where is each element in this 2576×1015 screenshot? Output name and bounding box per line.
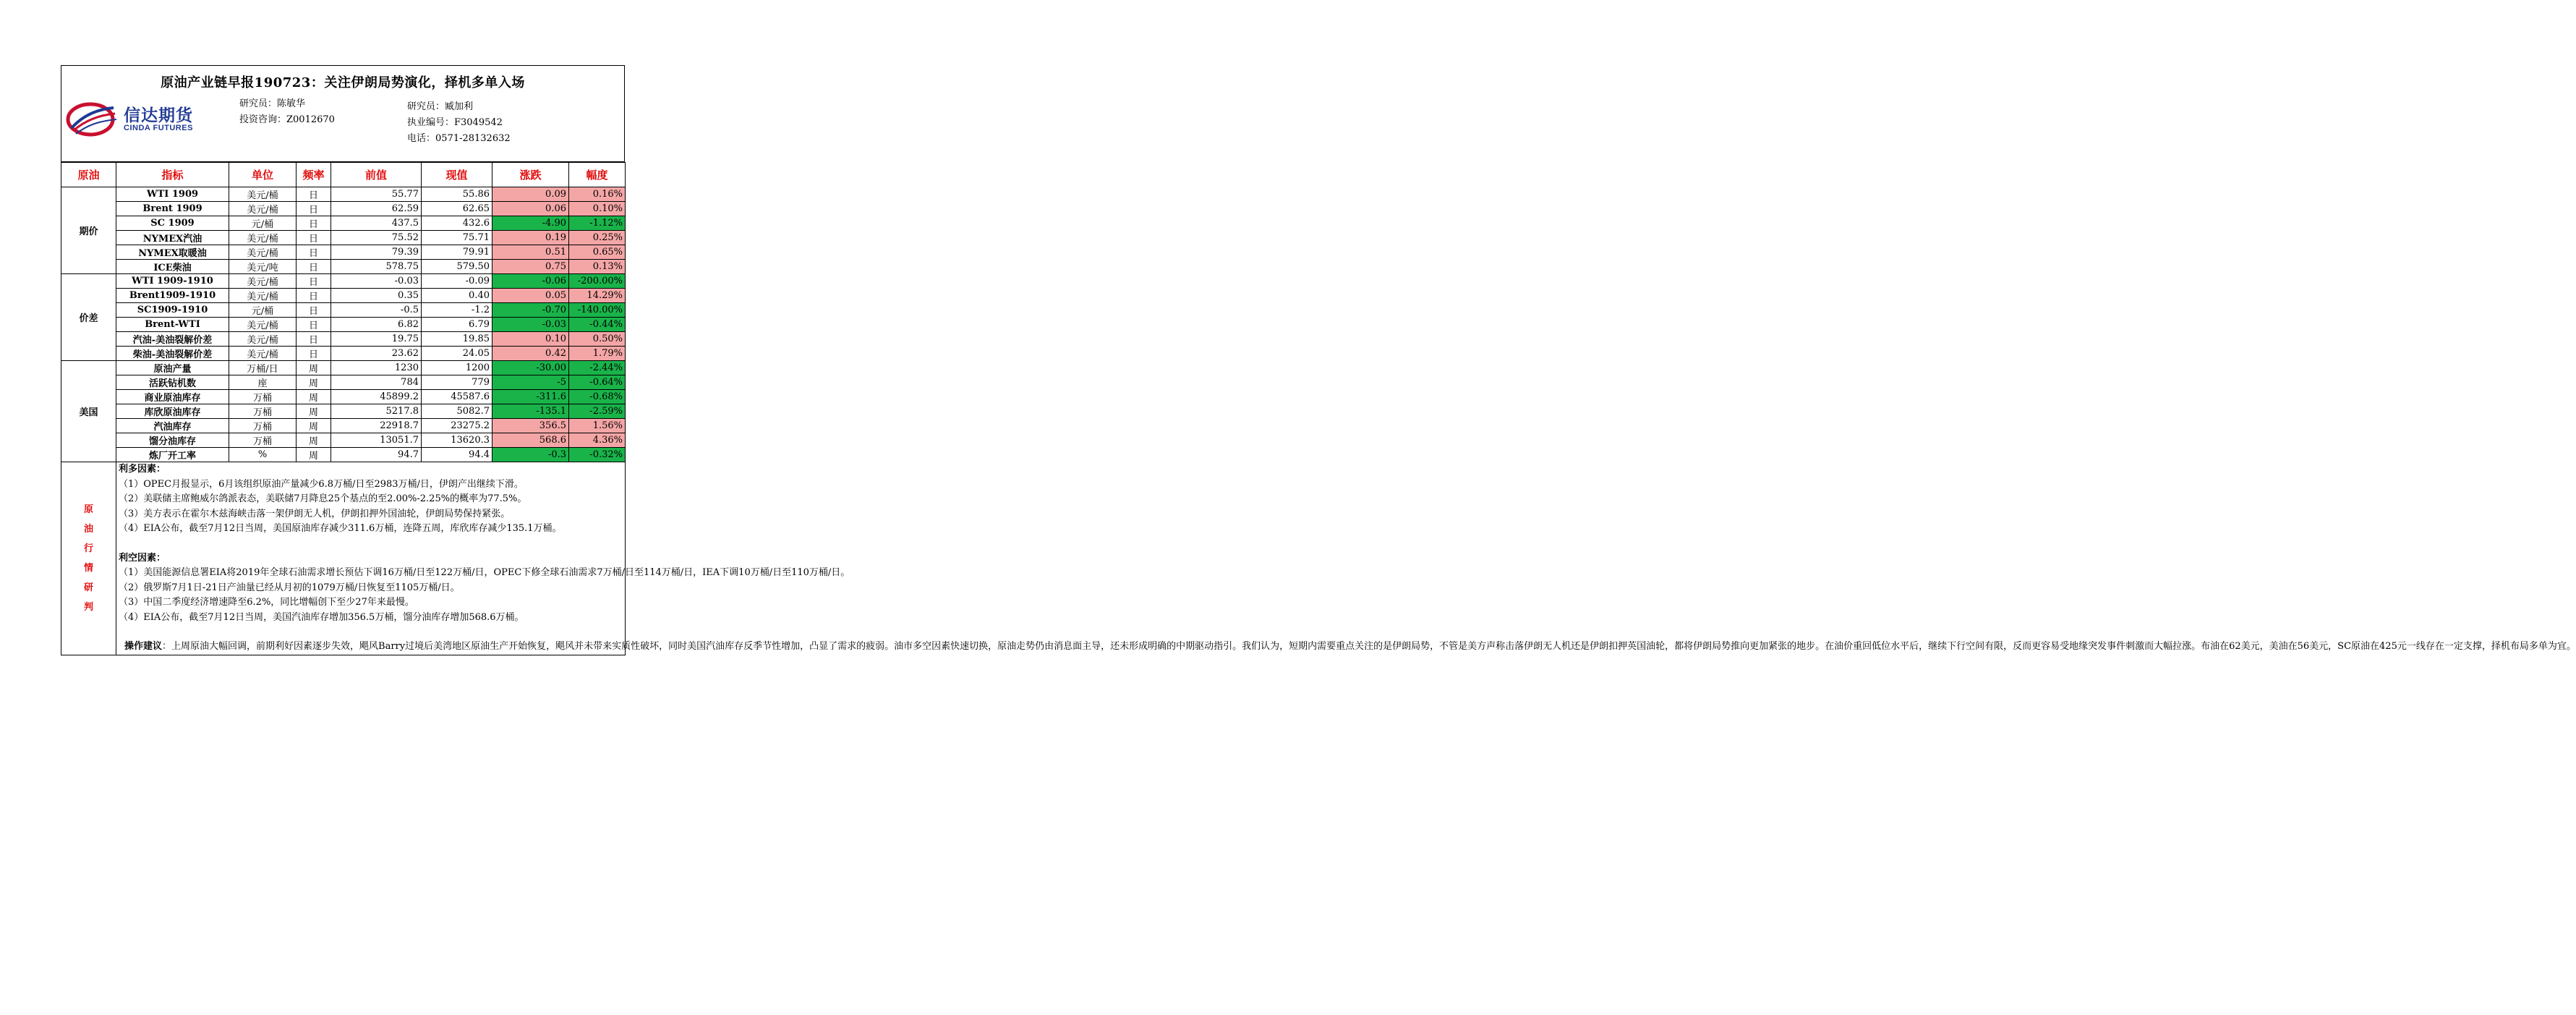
bull-factor: （4）EIA公布，截至7月12日当周，美国原油库存减少311.6万桶，连降五周，库欣库存减少135.1万桶。: [119, 523, 562, 534]
current-value-cell: 55.86: [422, 187, 492, 202]
operation-suggestion: [119, 640, 2576, 655]
change-cell: 0.75: [492, 260, 569, 274]
unit-cell: 元/桶: [229, 216, 297, 231]
analyst-1: [239, 96, 335, 128]
frequency-cell: 周: [297, 419, 331, 433]
analyst-2: [407, 99, 511, 147]
indicator-cell: 炼厂开工率: [116, 448, 229, 462]
current-value-cell: 579.50: [422, 260, 492, 274]
change-cell: 0.10: [492, 332, 569, 347]
unit-cell: 座: [229, 375, 297, 390]
unit-cell: 万桶: [229, 404, 297, 419]
unit-cell: 万桶: [229, 390, 297, 404]
header-cell: 指标: [116, 163, 229, 187]
previous-value-cell: 0.35: [331, 289, 422, 303]
unit-cell: 美元/桶: [229, 289, 297, 303]
research-label-char: 原: [83, 504, 93, 515]
research-row: [61, 462, 626, 655]
current-value-cell: 24.05: [422, 347, 492, 361]
research-body: [116, 462, 2576, 655]
frequency-cell: 日: [297, 303, 331, 318]
current-value-cell: 45587.6: [422, 390, 492, 404]
table-row: [61, 433, 626, 448]
indicator-cell: NYMEX汽油: [116, 231, 229, 245]
cinda-logo: [66, 101, 203, 137]
bear-factor: （4）EIA公布，截至7月12日当周，美国汽油库存增加356.5万桶，馏分油库存增加568.6万桶。: [119, 611, 524, 623]
indicator-cell: 活跃钻机数: [116, 375, 229, 390]
previous-value-cell: 5217.8: [331, 404, 422, 419]
table-row: [61, 216, 626, 231]
frequency-cell: 日: [297, 260, 331, 274]
current-value-cell: 19.85: [422, 332, 492, 347]
frequency-cell: 日: [297, 216, 331, 231]
previous-value-cell: 22918.7: [331, 419, 422, 433]
header-cell: 现值: [422, 163, 492, 187]
unit-cell: 美元/桶: [229, 231, 297, 245]
frequency-cell: 日: [297, 332, 331, 347]
unit-cell: 美元/吨: [229, 260, 297, 274]
change-percent-cell: 0.13%: [569, 260, 626, 274]
research-label: [61, 462, 116, 655]
change-percent-cell: 14.29%: [569, 289, 626, 303]
indicator-cell: 库欣原油库存: [116, 404, 229, 419]
indicator-cell: WTI 1909-1910: [116, 274, 229, 289]
previous-value-cell: 79.39: [331, 245, 422, 260]
table-row: [61, 404, 626, 419]
table-row: [61, 260, 626, 274]
previous-value-cell: 578.75: [331, 260, 422, 274]
current-value-cell: 0.40: [422, 289, 492, 303]
change-cell: 0.09: [492, 187, 569, 202]
change-cell: 0.06: [492, 202, 569, 216]
change-percent-cell: 0.25%: [569, 231, 626, 245]
table-row: [61, 318, 626, 332]
change-percent-cell: -2.59%: [569, 404, 626, 419]
change-percent-cell: -1.12%: [569, 216, 626, 231]
previous-value-cell: 784: [331, 375, 422, 390]
analyst-phone: 电话：0571-28132632: [407, 133, 511, 144]
suggestion-title: 操作建议: [124, 641, 163, 652]
indicator-cell: 原油产量: [116, 361, 229, 375]
bear-factors-title: 利空因素：: [119, 552, 166, 564]
change-percent-cell: 0.50%: [569, 332, 626, 347]
previous-value-cell: -0.03: [331, 274, 422, 289]
table-row: [61, 187, 626, 202]
analyst-2-name: 研究员：臧加利: [407, 101, 474, 112]
header-cell: 前值: [331, 163, 422, 187]
current-value-cell: 432.6: [422, 216, 492, 231]
report-header: [61, 65, 625, 162]
change-percent-cell: -140.00%: [569, 303, 626, 318]
change-cell: 568.6: [492, 433, 569, 448]
change-percent-cell: 1.79%: [569, 347, 626, 361]
bear-factor: （3）中国二季度经济增速降至6.2%，同比增幅创下至少27年来最慢。: [119, 597, 414, 608]
indicator-cell: 柴油-美油裂解价差: [116, 347, 229, 361]
change-cell: -0.3: [492, 448, 569, 462]
previous-value-cell: 62.59: [331, 202, 422, 216]
unit-cell: %: [229, 448, 297, 462]
change-percent-cell: 4.36%: [569, 433, 626, 448]
change-cell: -4.90: [492, 216, 569, 231]
indicator-cell: 馏分油库存: [116, 433, 229, 448]
table-row: [61, 448, 626, 462]
change-cell: 0.42: [492, 347, 569, 361]
current-value-cell: -1.2: [422, 303, 492, 318]
current-value-cell: 779: [422, 375, 492, 390]
change-percent-cell: -200.00%: [569, 274, 626, 289]
unit-cell: 元/桶: [229, 303, 297, 318]
unit-cell: 美元/桶: [229, 187, 297, 202]
previous-value-cell: 55.77: [331, 187, 422, 202]
frequency-cell: 周: [297, 375, 331, 390]
bull-factor: （3）美方表示在霍尔木兹海峡击落一架伊朗无人机，伊朗扣押外国油轮，伊朗局势保持紧张。: [119, 508, 511, 519]
change-percent-cell: -2.44%: [569, 361, 626, 375]
frequency-cell: 日: [297, 245, 331, 260]
frequency-cell: 周: [297, 433, 331, 448]
analyst-1-name: 研究员：陈敏华: [239, 98, 306, 109]
previous-value-cell: 1230: [331, 361, 422, 375]
previous-value-cell: 23.62: [331, 347, 422, 361]
change-cell: -0.06: [492, 274, 569, 289]
frequency-cell: 日: [297, 289, 331, 303]
frequency-cell: 周: [297, 448, 331, 462]
previous-value-cell: -0.5: [331, 303, 422, 318]
report-sheet: [61, 65, 2576, 655]
logo-english-name: CINDA FUTURES: [124, 124, 193, 132]
unit-cell: 美元/桶: [229, 202, 297, 216]
current-value-cell: 6.79: [422, 318, 492, 332]
change-cell: -0.70: [492, 303, 569, 318]
change-cell: -311.6: [492, 390, 569, 404]
table-row: [61, 303, 626, 318]
change-percent-cell: -0.68%: [569, 390, 626, 404]
indicator-cell: Brent 1909: [116, 202, 229, 216]
research-label-char: 油: [83, 523, 93, 535]
previous-value-cell: 13051.7: [331, 433, 422, 448]
current-value-cell: 62.65: [422, 202, 492, 216]
frequency-cell: 日: [297, 187, 331, 202]
change-cell: 356.5: [492, 419, 569, 433]
bull-factor: （1）OPEC月报显示，6月该组织原油产量减少6.8万桶/日至2983万桶/日，伊朗产出继续下滑。: [119, 478, 524, 490]
change-percent-cell: 0.65%: [569, 245, 626, 260]
unit-cell: 美元/桶: [229, 332, 297, 347]
header-cell: 涨跌: [492, 163, 569, 187]
table-row: [61, 361, 626, 375]
indicator-cell: SC1909-1910: [116, 303, 229, 318]
frequency-cell: 日: [297, 347, 331, 361]
table-row: [61, 332, 626, 347]
analyst-1-cert: 投资咨询：Z0012670: [239, 114, 335, 125]
previous-value-cell: 75.52: [331, 231, 422, 245]
research-label-char: 判: [83, 601, 93, 613]
research-label-char: 情: [83, 562, 93, 574]
change-percent-cell: 0.10%: [569, 202, 626, 216]
research-label-char: 研: [83, 582, 93, 593]
data-table-body: [61, 163, 626, 462]
table-row: [61, 375, 626, 390]
header-cell: 幅度: [569, 163, 626, 187]
unit-cell: 万桶: [229, 433, 297, 448]
frequency-cell: 周: [297, 390, 331, 404]
group-label: 价差: [61, 274, 116, 361]
current-value-cell: -0.09: [422, 274, 492, 289]
unit-cell: 美元/桶: [229, 318, 297, 332]
indicator-cell: 汽油-美油裂解价差: [116, 332, 229, 347]
frequency-cell: 日: [297, 274, 331, 289]
table-row: [61, 419, 626, 433]
indicator-cell: 商业原油库存: [116, 390, 229, 404]
current-value-cell: 5082.7: [422, 404, 492, 419]
indicator-cell: ICE柴油: [116, 260, 229, 274]
frequency-cell: 日: [297, 318, 331, 332]
bull-factor: （2）美联储主席鲍威尔鸽派表态，美联储7月降息25个基点的至2.00%-2.25%的概率为77.5%。: [119, 493, 527, 504]
indicator-cell: SC 1909: [116, 216, 229, 231]
change-cell: -0.03: [492, 318, 569, 332]
analyst-2-cert: 执业编号：F3049542: [407, 117, 503, 128]
table-header-row: [61, 163, 626, 187]
cinda-logo-icon: [66, 101, 119, 137]
group-label: 期价: [61, 187, 116, 274]
unit-cell: 万桶/日: [229, 361, 297, 375]
change-cell: 0.51: [492, 245, 569, 260]
research-label-char: 行: [83, 543, 93, 554]
change-cell: -135.1: [492, 404, 569, 419]
indicator-cell: Brent1909-1910: [116, 289, 229, 303]
table-row: [61, 231, 626, 245]
indicator-cell: NYMEX取暖油: [116, 245, 229, 260]
change-cell: -5: [492, 375, 569, 390]
table-row: [61, 390, 626, 404]
frequency-cell: 周: [297, 404, 331, 419]
research-table: [61, 462, 2576, 655]
previous-value-cell: 19.75: [331, 332, 422, 347]
current-value-cell: 13620.3: [422, 433, 492, 448]
report-title: 原油产业链早报190723：关注伊朗局势演化，择机多单入场: [161, 75, 525, 90]
header-cell: 频率: [297, 163, 331, 187]
table-row: [61, 245, 626, 260]
suggestion-text: ：上周原油大幅回调，前期利好因素逐步失效，飓风Barry过境后美湾地区原油生产开始恢复，飓风并未带来实质性破坏，同时美国汽油库存反季节性增加，凸显了需求的疲弱。油市多空因素快速切换，原油走势仍由消息面主导，还未形成明确的中期驱动指引。我们认为，短期内需要重点关注的是伊朗局势，不管是美方声称击落伊朗无人机还是伊朗扣押英国油轮，都将伊朗局势推向更加紧张的地步。在油价重回低位水平后，继续下行空间有限，反而更容易受地缘突发事件刺激而大幅拉涨。布油在62美元，美油在56美元，SC原油在425元一线存在一定支撑，择机布局多单为宜。: [162, 641, 2576, 652]
header-cell: 单位: [229, 163, 297, 187]
current-value-cell: 79.91: [422, 245, 492, 260]
current-value-cell: 23275.2: [422, 419, 492, 433]
frequency-cell: 日: [297, 202, 331, 216]
change-percent-cell: 0.16%: [569, 187, 626, 202]
unit-cell: 万桶: [229, 419, 297, 433]
logo-chinese-name: 信达期货: [124, 106, 193, 125]
bear-factor: （2）俄罗斯7月1日-21日产油量已经从月初的1079万桶/日恢复至1105万桶/日。: [119, 582, 460, 593]
unit-cell: 美元/桶: [229, 245, 297, 260]
change-cell: -30.00: [492, 361, 569, 375]
table-row: [61, 274, 626, 289]
table-row: [61, 289, 626, 303]
change-cell: 0.05: [492, 289, 569, 303]
previous-value-cell: 6.82: [331, 318, 422, 332]
previous-value-cell: 94.7: [331, 448, 422, 462]
change-percent-cell: -0.64%: [569, 375, 626, 390]
previous-value-cell: 45899.2: [331, 390, 422, 404]
change-percent-cell: -0.44%: [569, 318, 626, 332]
change-percent-cell: 1.56%: [569, 419, 626, 433]
header-cell: 原油: [61, 163, 116, 187]
bear-factor: （1）美国能源信息署EIA将2019年全球石油需求增长预估下调16万桶/日至122万桶/日，OPEC下修全球石油需求7万桶/日至114万桶/日，IEA下调10万桶/日至110万桶/日。: [119, 567, 850, 578]
change-percent-cell: -0.32%: [569, 448, 626, 462]
frequency-cell: 日: [297, 231, 331, 245]
bull-factors-title: 利多因素：: [119, 464, 166, 475]
table-row: [61, 347, 626, 361]
current-value-cell: 94.4: [422, 448, 492, 462]
previous-value-cell: 437.5: [331, 216, 422, 231]
frequency-cell: 周: [297, 361, 331, 375]
current-value-cell: 1200: [422, 361, 492, 375]
current-value-cell: 75.71: [422, 231, 492, 245]
indicator-cell: Brent-WTI: [116, 318, 229, 332]
table-row: [61, 202, 626, 216]
unit-cell: 美元/桶: [229, 347, 297, 361]
change-cell: 0.19: [492, 231, 569, 245]
group-label: 美国: [61, 361, 116, 462]
indicator-cell: 汽油库存: [116, 419, 229, 433]
unit-cell: 美元/桶: [229, 274, 297, 289]
data-table: [61, 162, 626, 462]
indicator-cell: WTI 1909: [116, 187, 229, 202]
